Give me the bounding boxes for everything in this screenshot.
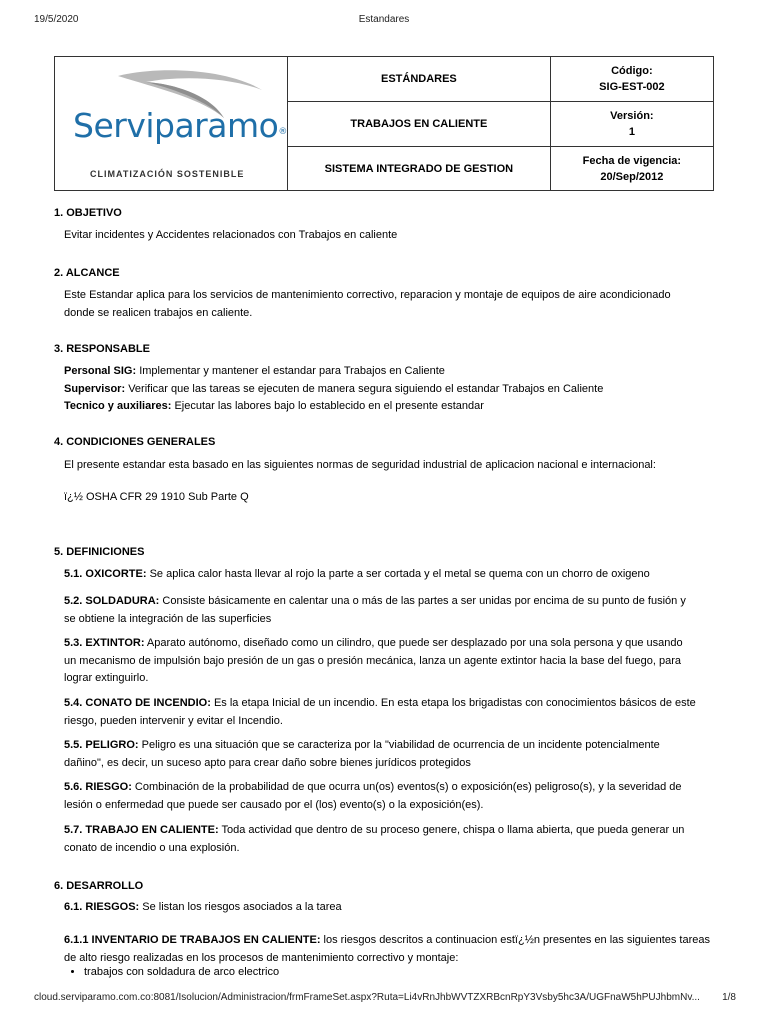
list-item: • trabajos con soldadura de arco electrico <box>84 964 279 981</box>
definition-conato: 5.4. CONATO DE INCENDIO: Es la etapa Inicial de un incendio. En esta etapa los brigadistas con conocimientos básicos de este riesgo, pueden intervenir y evitar el Incendio. <box>64 697 696 727</box>
definition-soldadura: 5.2. SOLDADURA: Consiste básicamente en calentar una o más de las partes a ser unidas por encima de su punto de fusión y se obtiene la integración de las superficies <box>64 595 686 625</box>
definition-peligro: 5.5. PELIGRO: Peligro es una situación que se caracteriza por la "viabilidad de ocurrencia de un incidente potencialmente dañino", es decir, un suceso apto para crear daño sobre bienes jurídicos protegidos <box>64 739 660 769</box>
section-title-alcance: 2. ALCANCE <box>54 267 120 279</box>
alcance-text: Este Estandar aplica para los servicios de mantenimiento correctivo, reparacion y montaje de equipos de aire acondicionado donde se realicen trabajos en caliente. <box>64 289 671 319</box>
definition-riesgo: 5.6. RIESGO: Combinación de la probabilidad de que ocurra un(os) eventos(s) o exposición(es) peligroso(s), y la severidad de lesión o enfermedad que puede ser causado por el (los) evento(s) o la exposición(es). <box>64 781 682 811</box>
section-title-objetivo: 1. OBJETIVO <box>54 207 122 219</box>
logo-cell <box>55 57 288 191</box>
responsable-item: Tecnico y auxiliares: Ejecutar las labores bajo lo establecido en el presente estandar <box>64 400 484 412</box>
section-title-condiciones: 4. CONDICIONES GENERALES <box>54 436 216 448</box>
responsable-item: Supervisor: Verificar que las tareas se ejecuten de manera segura siguiendo el estandar Trabajos en Caliente <box>64 382 604 395</box>
brand-tagline: CLIMATIZACIÓN SOSTENIBLE <box>90 169 245 179</box>
serviparamo-logo <box>56 58 286 189</box>
responsable-item: Personal SIG: Implementar y mantener el estandar para Trabajos en Caliente <box>64 365 445 377</box>
condiciones-text: El presente estandar esta basado en las siguientes normas de seguridad industrial de aplicacion nacional e internacional: <box>64 459 656 471</box>
print-date: 19/5/2020 <box>34 14 79 25</box>
document-header-table <box>54 56 714 191</box>
doc-type-cell: ESTÁNDARES <box>288 57 551 102</box>
doc-title-cell: TRABAJOS EN CALIENTE <box>288 102 551 147</box>
norma-osha: ï¿½ OSHA CFR 29 1910 Sub Parte Q <box>64 491 249 503</box>
code-cell: Código: SIG-EST-002 <box>550 57 713 102</box>
effective-date-cell: Fecha de vigencia: 20/Sep/2012 <box>550 147 713 191</box>
print-url: cloud.serviparamo.com.co:8081/Isolucion/Administracion/frmFrameSet.aspx?Ruta=Li4vRnJhbWVTZXRBcnRpY3Vsby5hc3A/UGFnaW5hPUJhbmNv... <box>34 992 700 1003</box>
brand-name: Serviparamo® <box>73 106 287 145</box>
inventario-paragraph: 6.1.1 INVENTARIO DE TRABAJOS EN CALIENTE: los riesgos descritos a continuacion estï¿½n presentes en las siguientes tareas de alto riesgo realizadas en los procesos de mantenimiento correctivo y montaje: <box>64 934 710 964</box>
section-title-desarrollo: 6. DESARROLLO <box>54 880 144 892</box>
page-number: 1/8 <box>722 992 736 1003</box>
section-title-definiciones: 5. DEFINICIONES <box>54 546 145 558</box>
trabajos-list <box>64 964 279 981</box>
definition-extintor: 5.3. EXTINTOR: Aparato autónomo, diseñado como un cilindro, que puede ser desplazado por una sola persona y que usando un mecanismo de impulsión bajo presión de un gas o presión mecánica, lanza un agente extintor hacia la base del fuego, para lograr extinguirlo. <box>64 637 683 684</box>
responsable-list <box>64 363 712 416</box>
definition-trabajo-caliente: 5.7. TRABAJO EN CALIENTE: Toda actividad que dentro de su proceso genere, chispa o llama abierta, que pueda generar un conato de incendio o una explosión. <box>64 824 685 854</box>
section-title-responsable: 3. RESPONSABLE <box>54 343 150 355</box>
system-cell: SISTEMA INTEGRADO DE GESTION <box>288 147 551 191</box>
riesgos-line: 6.1. RIESGOS: Se listan los riesgos asociados a la tarea <box>64 901 342 913</box>
definition-oxicorte: 5.1. OXICORTE: Se aplica calor hasta llevar al rojo la parte a ser cortada y el metal se quema con un chorro de oxigeno <box>64 568 650 580</box>
version-cell: Versión: 1 <box>550 102 713 147</box>
objetivo-text: Evitar incidentes y Accidentes relacionados con Trabajos en caliente <box>64 229 398 241</box>
print-title: Estandares <box>358 14 410 25</box>
